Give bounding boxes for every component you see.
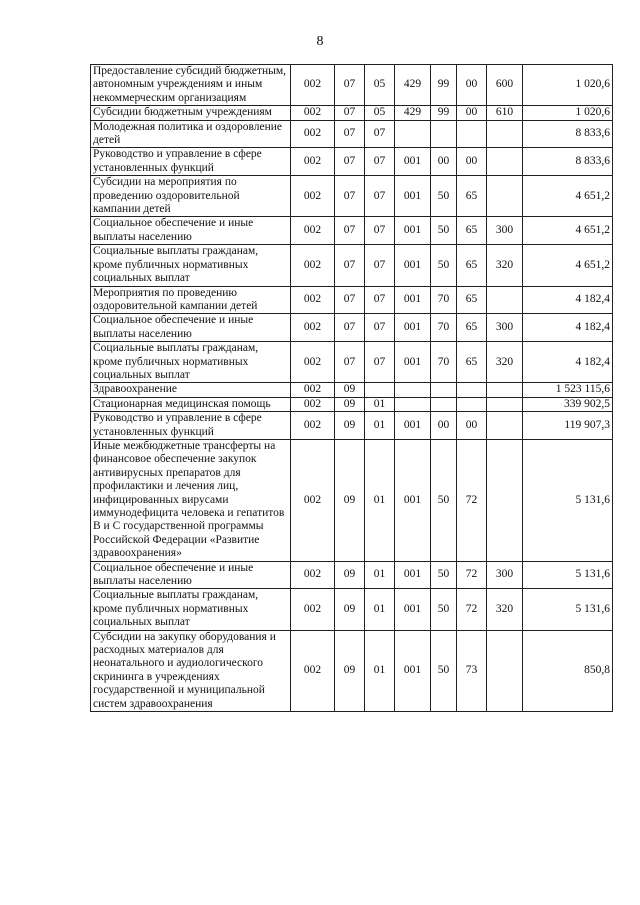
target-code-part1 — [395, 383, 431, 397]
target-code-part2: 00 — [431, 412, 457, 440]
item-name: Здравоохранение — [91, 383, 291, 397]
budget-table — [90, 64, 613, 712]
item-name: Руководство и управление в сфере установленных функций — [91, 412, 291, 440]
subsection-code: 01 — [365, 630, 395, 711]
section-code: 07 — [335, 106, 365, 120]
target-code-part2: 50 — [431, 176, 457, 217]
section-code: 07 — [335, 286, 365, 314]
target-code-part1: 001 — [395, 589, 431, 630]
target-code-part2: 99 — [431, 106, 457, 120]
target-code-part1: 429 — [395, 65, 431, 106]
item-name: Мероприятия по проведению оздоровительной кампании детей — [91, 286, 291, 314]
section-code: 07 — [335, 314, 365, 342]
department-code: 002 — [291, 148, 335, 176]
target-code-part2: 70 — [431, 286, 457, 314]
section-code: 07 — [335, 148, 365, 176]
section-code: 09 — [335, 630, 365, 711]
table-row — [91, 412, 613, 440]
table-row — [91, 314, 613, 342]
table-row — [91, 217, 613, 245]
table-row — [91, 397, 613, 411]
target-code-part3: 65 — [457, 217, 487, 245]
item-name: Социальные выплаты гражданам, кроме публичных нормативных социальных выплат — [91, 342, 291, 383]
section-code: 09 — [335, 412, 365, 440]
item-name: Субсидии на закупку оборудования и расходных материалов для неонатального и аудиологического скрининга в учреждениях государственной и муниципальной систем здравоохранения — [91, 630, 291, 711]
table-row — [91, 630, 613, 711]
target-code-part1: 001 — [395, 412, 431, 440]
department-code: 002 — [291, 217, 335, 245]
amount: 8 833,6 — [523, 148, 613, 176]
table-row — [91, 65, 613, 106]
department-code: 002 — [291, 630, 335, 711]
subsection-code: 07 — [365, 217, 395, 245]
expense-type-code — [487, 120, 523, 148]
amount: 1 020,6 — [523, 65, 613, 106]
page-number: 8 — [316, 34, 324, 49]
department-code: 002 — [291, 589, 335, 630]
item-name: Социальное обеспечение и иные выплаты населению — [91, 561, 291, 589]
table-row — [91, 383, 613, 397]
expense-type-code — [487, 383, 523, 397]
expense-type-code: 320 — [487, 245, 523, 286]
department-code: 002 — [291, 286, 335, 314]
expense-type-code — [487, 148, 523, 176]
expense-type-code — [487, 439, 523, 561]
target-code-part2: 50 — [431, 245, 457, 286]
subsection-code: 07 — [365, 342, 395, 383]
item-name: Социальные выплаты гражданам, кроме публичных нормативных социальных выплат — [91, 589, 291, 630]
target-code-part3: 65 — [457, 176, 487, 217]
amount: 4 182,4 — [523, 314, 613, 342]
section-code: 09 — [335, 561, 365, 589]
section-code: 07 — [335, 217, 365, 245]
table-row — [91, 561, 613, 589]
target-code-part3 — [457, 397, 487, 411]
amount: 4 182,4 — [523, 342, 613, 383]
target-code-part3: 00 — [457, 106, 487, 120]
subsection-code: 01 — [365, 589, 395, 630]
target-code-part1: 001 — [395, 148, 431, 176]
item-name: Стационарная медицинская помощь — [91, 397, 291, 411]
section-code: 07 — [335, 176, 365, 217]
target-code-part3: 72 — [457, 561, 487, 589]
target-code-part1: 001 — [395, 217, 431, 245]
table-row — [91, 342, 613, 383]
target-code-part2: 99 — [431, 65, 457, 106]
subsection-code: 07 — [365, 286, 395, 314]
amount: 4 651,2 — [523, 176, 613, 217]
department-code: 002 — [291, 383, 335, 397]
amount: 5 131,6 — [523, 561, 613, 589]
target-code-part1: 001 — [395, 176, 431, 217]
target-code-part3: 00 — [457, 148, 487, 176]
table-row — [91, 176, 613, 217]
section-code: 09 — [335, 589, 365, 630]
target-code-part2 — [431, 120, 457, 148]
department-code: 002 — [291, 439, 335, 561]
expense-type-code: 600 — [487, 65, 523, 106]
amount: 339 902,5 — [523, 397, 613, 411]
subsection-code: 01 — [365, 412, 395, 440]
target-code-part3: 65 — [457, 245, 487, 286]
target-code-part3: 65 — [457, 286, 487, 314]
target-code-part3: 73 — [457, 630, 487, 711]
item-name: Руководство и управление в сфере установленных функций — [91, 148, 291, 176]
target-code-part2: 50 — [431, 630, 457, 711]
table-row — [91, 120, 613, 148]
department-code: 002 — [291, 120, 335, 148]
target-code-part3: 00 — [457, 412, 487, 440]
target-code-part3: 00 — [457, 65, 487, 106]
amount: 4 182,4 — [523, 286, 613, 314]
item-name: Молодежная политика и оздоровление детей — [91, 120, 291, 148]
subsection-code: 01 — [365, 439, 395, 561]
section-code: 07 — [335, 342, 365, 383]
target-code-part1: 001 — [395, 245, 431, 286]
department-code: 002 — [291, 397, 335, 411]
amount: 1 020,6 — [523, 106, 613, 120]
expense-type-code: 320 — [487, 589, 523, 630]
department-code: 002 — [291, 176, 335, 217]
target-code-part1: 001 — [395, 314, 431, 342]
section-code: 07 — [335, 120, 365, 148]
target-code-part2 — [431, 383, 457, 397]
section-code: 07 — [335, 65, 365, 106]
target-code-part3 — [457, 383, 487, 397]
target-code-part2: 70 — [431, 314, 457, 342]
amount: 4 651,2 — [523, 245, 613, 286]
section-code: 07 — [335, 245, 365, 286]
department-code: 002 — [291, 65, 335, 106]
target-code-part2: 50 — [431, 217, 457, 245]
target-code-part1: 001 — [395, 630, 431, 711]
department-code: 002 — [291, 314, 335, 342]
target-code-part1 — [395, 397, 431, 411]
subsection-code: 07 — [365, 176, 395, 217]
subsection-code — [365, 383, 395, 397]
amount: 5 131,6 — [523, 439, 613, 561]
target-code-part1 — [395, 120, 431, 148]
subsection-code: 07 — [365, 245, 395, 286]
target-code-part2: 50 — [431, 589, 457, 630]
subsection-code: 07 — [365, 120, 395, 148]
table-row — [91, 245, 613, 286]
expense-type-code: 610 — [487, 106, 523, 120]
item-name: Иные межбюджетные трансферты на финансовое обеспечение закупок антивирусных препаратов для профилактики и лечения лиц, инфицированных вирусами иммунодефицита человека и гепатитов В и С государственной программы Российской Федерации «Развитие здравоохранения» — [91, 439, 291, 561]
expense-type-code: 320 — [487, 342, 523, 383]
table-row — [91, 148, 613, 176]
target-code-part2: 50 — [431, 561, 457, 589]
target-code-part3 — [457, 120, 487, 148]
subsection-code: 07 — [365, 148, 395, 176]
table-row — [91, 439, 613, 561]
target-code-part3: 65 — [457, 314, 487, 342]
department-code: 002 — [291, 342, 335, 383]
amount: 1 523 115,6 — [523, 383, 613, 397]
item-name: Социальное обеспечение и иные выплаты населению — [91, 314, 291, 342]
expense-type-code — [487, 397, 523, 411]
amount: 4 651,2 — [523, 217, 613, 245]
target-code-part2 — [431, 397, 457, 411]
target-code-part1: 429 — [395, 106, 431, 120]
expense-type-code: 300 — [487, 314, 523, 342]
expense-type-code: 300 — [487, 217, 523, 245]
section-code: 09 — [335, 383, 365, 397]
target-code-part1: 001 — [395, 561, 431, 589]
item-name: Субсидии бюджетным учреждениям — [91, 106, 291, 120]
target-code-part2: 00 — [431, 148, 457, 176]
expense-type-code: 300 — [487, 561, 523, 589]
target-code-part3: 72 — [457, 439, 487, 561]
section-code: 09 — [335, 397, 365, 411]
department-code: 002 — [291, 412, 335, 440]
table-row — [91, 589, 613, 630]
amount: 8 833,6 — [523, 120, 613, 148]
amount: 850,8 — [523, 630, 613, 711]
amount: 5 131,6 — [523, 589, 613, 630]
target-code-part3: 72 — [457, 589, 487, 630]
target-code-part3: 65 — [457, 342, 487, 383]
subsection-code: 01 — [365, 397, 395, 411]
subsection-code: 05 — [365, 65, 395, 106]
target-code-part2: 50 — [431, 439, 457, 561]
table-row — [91, 286, 613, 314]
amount: 119 907,3 — [523, 412, 613, 440]
subsection-code: 05 — [365, 106, 395, 120]
target-code-part1: 001 — [395, 439, 431, 561]
target-code-part2: 70 — [431, 342, 457, 383]
subsection-code: 01 — [365, 561, 395, 589]
target-code-part1: 001 — [395, 342, 431, 383]
department-code: 002 — [291, 106, 335, 120]
section-code: 09 — [335, 439, 365, 561]
expense-type-code — [487, 286, 523, 314]
item-name: Субсидии на мероприятия по проведению оздоровительной кампании детей — [91, 176, 291, 217]
department-code: 002 — [291, 561, 335, 589]
item-name: Социальные выплаты гражданам, кроме публичных нормативных социальных выплат — [91, 245, 291, 286]
subsection-code: 07 — [365, 314, 395, 342]
expense-type-code — [487, 176, 523, 217]
expense-type-code — [487, 630, 523, 711]
item-name: Предоставление субсидий бюджетным, автономным учреждениям и иным некоммерческим организациям — [91, 65, 291, 106]
department-code: 002 — [291, 245, 335, 286]
table-row — [91, 106, 613, 120]
item-name: Социальное обеспечение и иные выплаты населению — [91, 217, 291, 245]
expense-type-code — [487, 412, 523, 440]
target-code-part1: 001 — [395, 286, 431, 314]
budget-table-body — [91, 65, 613, 712]
